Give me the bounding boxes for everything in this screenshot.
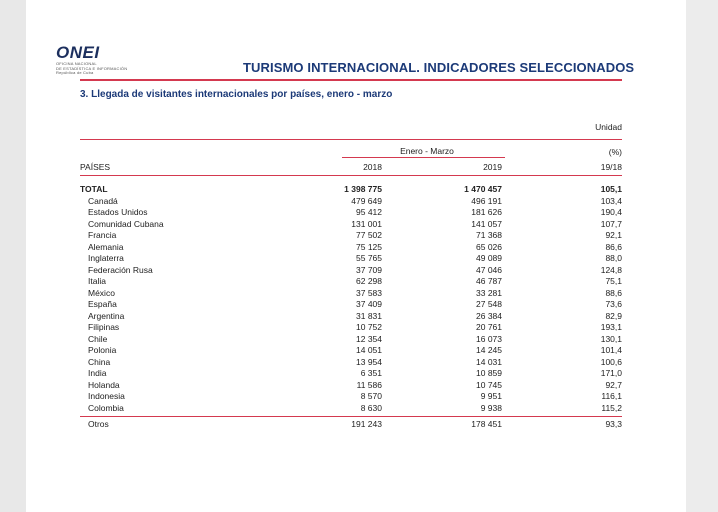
cell-2018: 77 502 [356, 230, 382, 240]
table-row [80, 207, 622, 219]
table-row [80, 322, 622, 334]
cell-2018: 37 409 [356, 299, 382, 309]
table-row [80, 403, 622, 415]
cell-2018: 31 831 [356, 310, 382, 321]
cell-2018: 75 125 [356, 241, 382, 252]
cell-2018: 55 765 [356, 253, 382, 263]
screen-edge-left [0, 0, 26, 512]
cell-2018: 95 412 [356, 207, 382, 217]
table-row [80, 391, 622, 403]
cell-country: Polonia [88, 345, 117, 355]
logo-subtext-line: República de Cuba [56, 70, 94, 76]
cell-country: Otros [88, 419, 109, 429]
cell-2018: 1 398 775 [344, 184, 382, 194]
logo-subtext-line: OFICINA NACIONAL [56, 61, 97, 66]
cell-2019: 181 626 [471, 207, 502, 217]
cell-ratio: 116,1 [601, 391, 622, 401]
table-row [80, 299, 622, 311]
cell-2018: 12 354 [356, 333, 382, 344]
cell-ratio: 107,7 [600, 218, 622, 229]
cell-2019: 26 384 [476, 310, 502, 321]
cell-2018: 37 709 [356, 264, 382, 275]
cell-2018: 479 649 [351, 195, 382, 206]
table-row [80, 196, 622, 208]
cell-2019: 65 026 [476, 241, 502, 252]
cell-ratio: 130,1 [600, 333, 622, 344]
cell-ratio: 86,6 [605, 241, 622, 252]
cell-2019: 9 951 [480, 391, 502, 401]
table-row [80, 311, 622, 323]
cell-2018: 10 752 [356, 322, 382, 332]
cell-country: China [88, 356, 111, 367]
cell-ratio: 115,2 [601, 402, 622, 413]
header-ratio: 19/18 [600, 162, 622, 172]
table-rows [80, 196, 622, 431]
cell-2019: 71 368 [476, 230, 502, 240]
logo-subtext [56, 62, 127, 76]
period-label: Enero - Marzo [400, 146, 454, 156]
cell-2019: 14 245 [476, 345, 502, 355]
cell-country: Francia [88, 230, 117, 240]
cell-2019: 178 451 [471, 419, 502, 429]
cell-ratio: 88,0 [605, 253, 622, 263]
cell-country: Alemania [88, 241, 124, 252]
cell-ratio: 88,6 [605, 287, 622, 298]
cell-ratio: 101,4 [600, 345, 622, 355]
header-year-2019: 2019 [483, 162, 502, 172]
cell-country: Canadá [88, 195, 118, 206]
table-row [80, 334, 622, 346]
cell-country: TOTAL [80, 184, 108, 194]
cell-2018: 37 583 [356, 287, 382, 298]
cell-ratio: 193,1 [600, 322, 622, 332]
cell-2019: 27 548 [476, 299, 502, 309]
cell-2019: 33 281 [476, 287, 502, 298]
cell-ratio: 75,1 [605, 276, 622, 286]
cell-country: México [88, 287, 115, 298]
cell-2019: 20 761 [476, 322, 502, 332]
cell-country: Holanda [88, 379, 120, 390]
cell-ratio: 93,3 [605, 419, 622, 429]
table-row-others [80, 419, 622, 431]
cell-ratio: 190,4 [600, 207, 622, 217]
logo-subtext-line: DE ESTADÍSTICA E INFORMACIÓN [56, 65, 128, 71]
table-row [80, 345, 622, 357]
table-row-total [80, 184, 622, 196]
cell-country: Chile [88, 333, 108, 344]
title-divider [80, 79, 622, 81]
cell-2019: 16 073 [476, 333, 502, 344]
cell-2019: 496 191 [471, 195, 502, 206]
cell-2019: 10 859 [476, 368, 502, 378]
cell-country: Italia [88, 276, 106, 286]
cell-2018: 6 351 [360, 368, 382, 378]
cell-2018: 13 954 [356, 356, 382, 367]
cell-country: Colombia [88, 402, 124, 413]
table-row [80, 368, 622, 380]
cell-ratio: 103,4 [600, 195, 622, 206]
table-top-rule [80, 139, 622, 140]
others-rule [80, 416, 622, 417]
cell-2019: 14 031 [476, 356, 502, 367]
cell-country: Federación Rusa [88, 264, 153, 275]
percent-label: (%) [608, 147, 622, 157]
cell-ratio: 105,1 [600, 184, 622, 194]
cell-2018: 11 586 [356, 379, 382, 390]
cell-ratio: 73,6 [605, 299, 622, 309]
document-title: TURISMO INTERNACIONAL. INDICADORES SELECCIONADOS [243, 60, 635, 75]
cell-country: Argentina [88, 310, 125, 321]
cell-2019: 49 089 [476, 253, 502, 263]
table-row [80, 288, 622, 300]
cell-2018: 8 570 [360, 391, 382, 401]
table-row [80, 230, 622, 242]
table-row [80, 242, 622, 254]
cell-country: Comunidad Cubana [88, 218, 164, 229]
table-row [80, 276, 622, 288]
cell-2018: 62 298 [356, 276, 382, 286]
table-row [80, 357, 622, 369]
table-row [80, 253, 622, 265]
table-row [80, 219, 622, 231]
cell-2019: 46 787 [476, 276, 502, 286]
cell-2019: 47 046 [476, 264, 502, 275]
cell-2018: 191 243 [351, 419, 382, 429]
table-row [80, 265, 622, 277]
cell-country: Indonesia [88, 391, 125, 401]
cell-country: Filipinas [88, 322, 120, 332]
cell-ratio: 171,0 [600, 368, 622, 378]
table-body [80, 184, 622, 431]
cell-country: Estados Unidos [88, 207, 148, 217]
cell-2019: 10 745 [476, 379, 502, 390]
cell-ratio: 92,7 [605, 379, 622, 390]
cell-2018: 8 630 [360, 402, 382, 413]
header-year-2018: 2018 [363, 162, 382, 172]
period-rule [342, 157, 505, 158]
table-subtitle: 3. Llegada de visitantes internacionales por países, enero - marzo [80, 89, 393, 100]
header-rule [80, 175, 622, 176]
cell-2019: 1 470 457 [464, 184, 502, 194]
screen-edge-right [686, 0, 718, 512]
cell-2018: 14 051 [356, 345, 382, 355]
cell-ratio: 124,8 [600, 264, 622, 275]
unit-label: Unidad [595, 122, 622, 132]
cell-ratio: 100,6 [600, 356, 622, 367]
cell-2019: 141 057 [471, 218, 502, 229]
header-country: PAÍSES [80, 162, 111, 172]
cell-country: España [88, 299, 117, 309]
table-row [80, 380, 622, 392]
cell-ratio: 92,1 [605, 230, 622, 240]
onei-logo [56, 44, 127, 76]
cell-country: India [88, 368, 107, 378]
cell-2019: 9 938 [480, 402, 502, 413]
cell-country: Inglaterra [88, 253, 124, 263]
cell-ratio: 82,9 [605, 310, 622, 321]
cell-2018: 131 001 [351, 218, 382, 229]
logo-mark: ONEI [56, 43, 100, 62]
